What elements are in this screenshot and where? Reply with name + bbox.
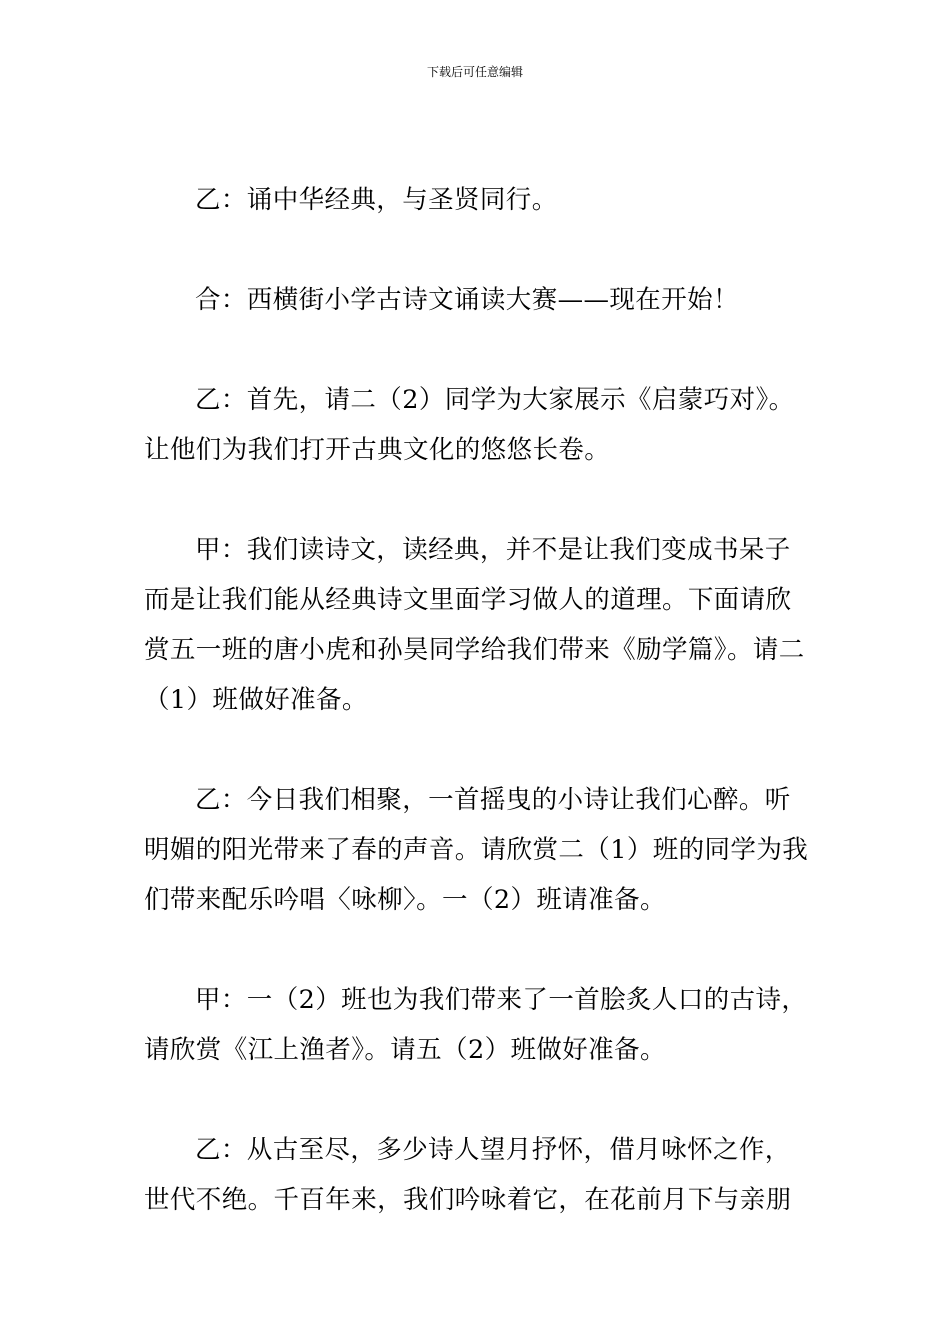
document-body: [144, 175, 810, 1275]
page-header: 下载后可任意编辑: [426, 65, 523, 79]
paragraph-2: 合：西横街小学古诗文诵读大赛——现在开始！: [195, 285, 739, 315]
paragraph-3: 乙：首先，请二（2）同学为大家展示《启蒙巧对》。让他们为我们打开古典文化的悠悠长卷。: [144, 385, 795, 465]
paragraph-7: 乙：从古至尽，多少诗人望月抒怀，借月咏怀之作，世代不绝。千百年来，我们吟咏着它，在花前月下与亲朋: [144, 1135, 792, 1215]
paragraph-1: 乙：诵中华经典，与圣贤同行。: [195, 185, 558, 215]
paragraph-6: 甲：一（2）班也为我们带来了一首脍炙人口的古诗，请欣赏《江上渔者》。请五（2）班做好准备。: [144, 985, 808, 1065]
paragraph-5: 乙：今日我们相聚，一首摇曳的小诗让我们心醉。听明媚的阳光带来了春的声音。请欣赏二（1）班的同学为我们带来配乐吟唱〈咏柳〉。一（2）班请准备。: [144, 785, 809, 915]
paragraph-4: 甲：我们读诗文，读经典，并不是让我们变成书呆子而是让我们能从经典诗文里面学习做人的道理。下面请欣赏五一班的唐小虎和孙昊同学给我们带来《励学篇》。请二（1）班做好准备。: [144, 535, 805, 715]
